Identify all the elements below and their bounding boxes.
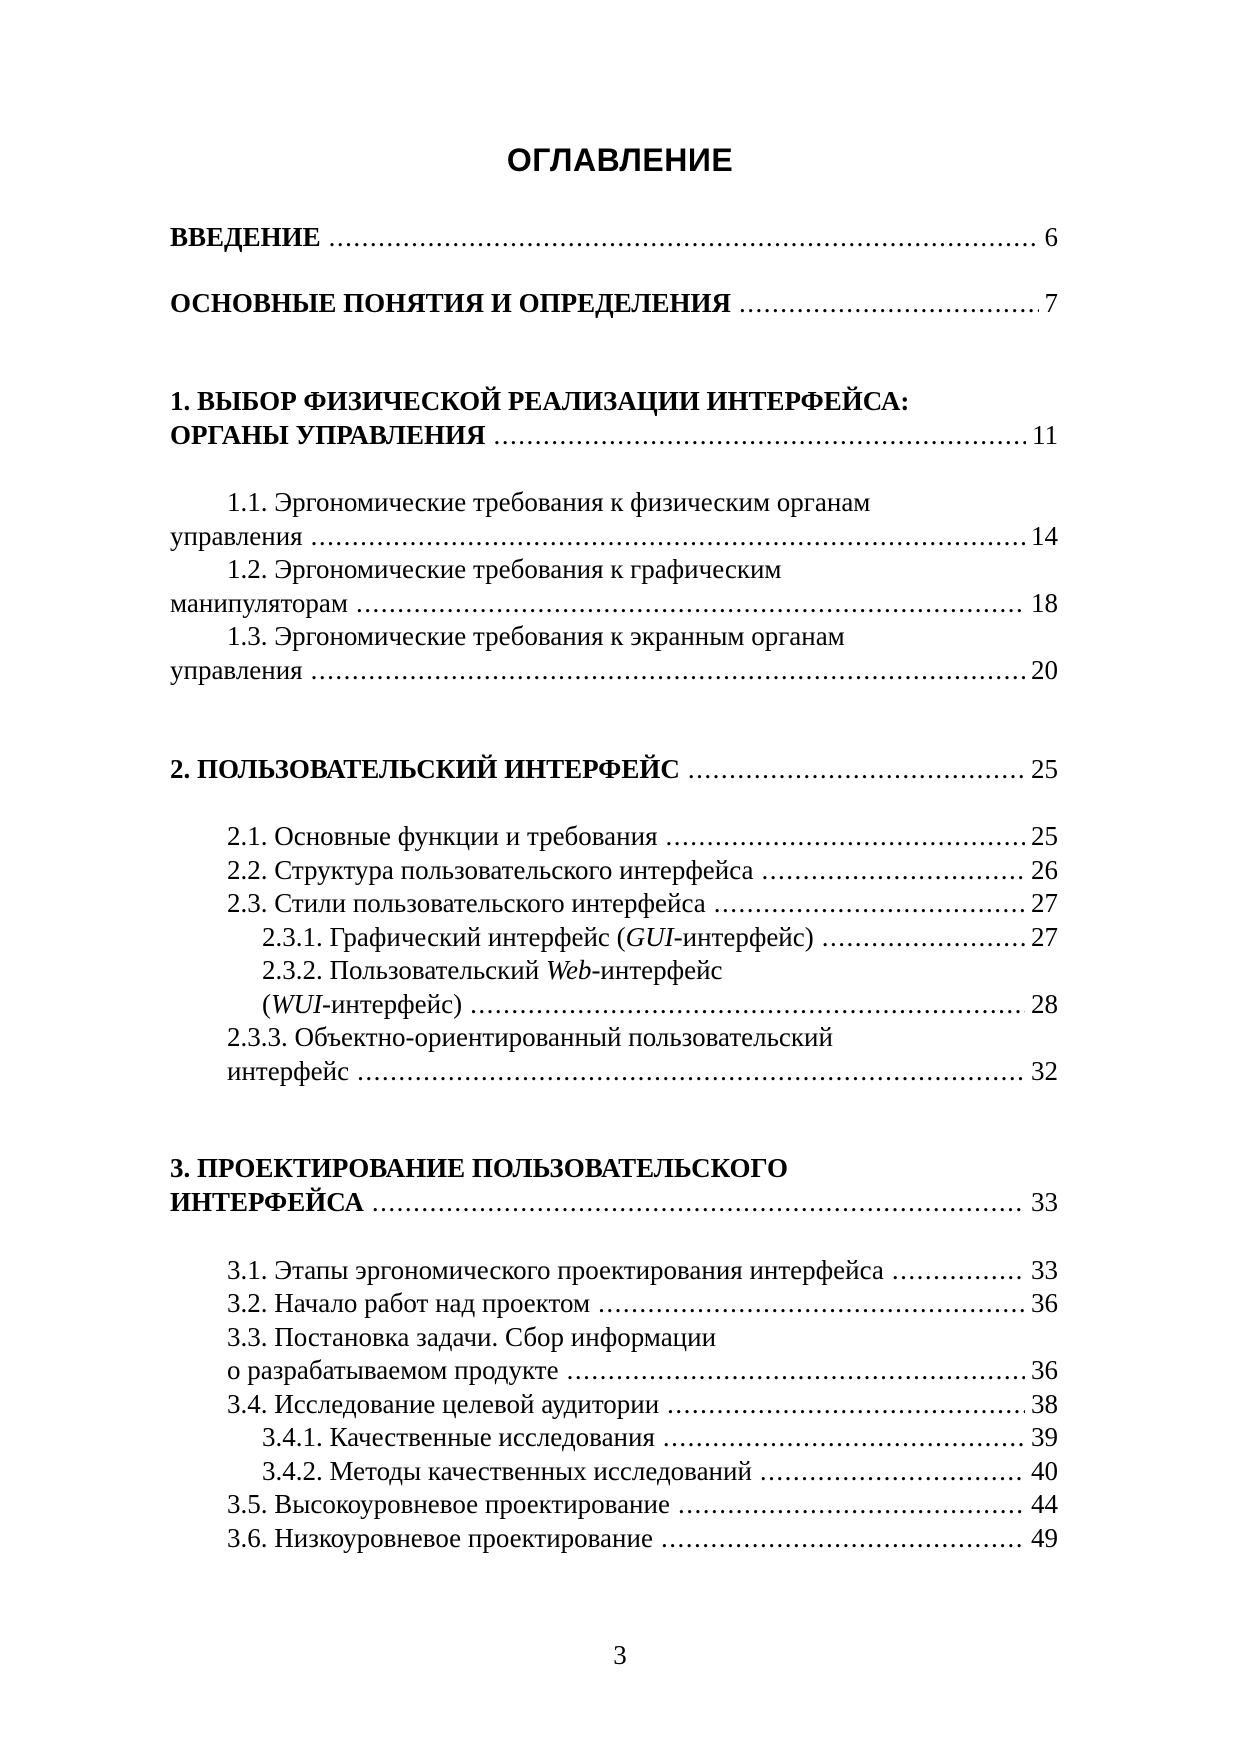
- dot-leader: [663, 1420, 1025, 1454]
- toc-page-number: 6: [1044, 222, 1058, 252]
- dot-leader: [822, 920, 1025, 954]
- dot-leader: [714, 886, 1025, 920]
- toc-entry-title: 3.4.1. Качественные исследования: [262, 1422, 655, 1452]
- title-suffix: -интерфейс: [591, 955, 723, 985]
- toc-section-3-4[interactable]: [227, 1387, 1058, 1421]
- toc-section-1-2-line1[interactable]: 1.2. Эргономические требования к графическим: [227, 554, 782, 584]
- toc-section-3-1[interactable]: [227, 1253, 1058, 1287]
- dot-leader: [661, 1521, 1025, 1555]
- toc-section-2-3[interactable]: [227, 886, 1058, 920]
- toc-page-number: 20: [1031, 655, 1058, 685]
- toc-page-number: 14: [1031, 521, 1058, 551]
- toc-section-1-2[interactable]: [170, 586, 1058, 620]
- dot-leader: [311, 653, 1025, 687]
- toc-section-2-3-2[interactable]: [262, 987, 1058, 1021]
- toc-section-3-4-1[interactable]: [262, 1420, 1058, 1454]
- dot-leader: [667, 1387, 1025, 1421]
- toc-chapter-1-line1[interactable]: 1. ВЫБОР ФИЗИЧЕСКОЙ РЕАЛИЗАЦИИ ИНТЕРФЕЙСА:: [170, 386, 910, 416]
- toc-section-2-3-1[interactable]: [262, 920, 1058, 954]
- title-prefix: (: [262, 989, 271, 1019]
- toc-page-number: 38: [1031, 1389, 1058, 1419]
- toc-chapter-3-line1[interactable]: 3. ПРОЕКТИРОВАНИЕ ПОЛЬЗОВАТЕЛЬСКОГО: [170, 1153, 788, 1183]
- toc-entry-title: 2. ПОЛЬЗОВАТЕЛЬСКИЙ ИНТЕРФЕЙС: [170, 754, 680, 784]
- toc-entry-title: о разрабатываемом продукте: [227, 1355, 559, 1385]
- dot-leader: [762, 853, 1025, 887]
- toc-section-2-3-3-line1[interactable]: 2.3.3. Объектно-ориентированный пользовательский: [227, 1022, 833, 1052]
- toc-page-number: 7: [1044, 288, 1058, 318]
- toc-entry-title: манипуляторам: [170, 588, 348, 618]
- page-number: 3: [613, 1640, 627, 1670]
- dot-leader: [892, 1253, 1025, 1287]
- toc-section-2-1[interactable]: [227, 819, 1058, 853]
- toc-entry-title: ИНТЕРФЕЙСА: [170, 1187, 364, 1217]
- title-suffix: -интерфейс): [673, 922, 814, 952]
- toc-entry-introduction[interactable]: [170, 220, 1058, 254]
- dot-leader: [678, 1487, 1025, 1521]
- toc-entry-title: управления: [170, 655, 303, 685]
- toc-section-3-5[interactable]: [227, 1487, 1058, 1521]
- dot-leader: [356, 586, 1025, 620]
- toc-section-3-2[interactable]: [227, 1286, 1058, 1320]
- dot-leader: [493, 418, 1026, 452]
- toc-page-number: 44: [1031, 1489, 1058, 1519]
- toc-page-number: 18: [1031, 588, 1058, 618]
- toc-entry-title: интерфейс: [227, 1056, 350, 1086]
- toc-entry-title: [262, 987, 462, 1021]
- toc-section-1-3-line1[interactable]: 1.3. Эргономические требования к экранным органам: [227, 621, 845, 651]
- toc-page-number: 33: [1031, 1187, 1058, 1217]
- toc-entry-concepts[interactable]: [170, 286, 1058, 320]
- toc-page-number: 27: [1031, 888, 1058, 918]
- toc-entry-title: 2.1. Основные функции и требования: [227, 821, 658, 851]
- toc-page-number: 40: [1031, 1456, 1058, 1486]
- title-suffix: -интерфейс): [321, 989, 463, 1019]
- dot-leader: [567, 1353, 1025, 1387]
- toc-page-number: 27: [1031, 922, 1058, 952]
- toc-page-number: 25: [1031, 821, 1058, 851]
- dot-leader: [665, 819, 1025, 853]
- toc-entry-title: ОСНОВНЫЕ ПОНЯТИЯ И ОПРЕДЕЛЕНИЯ: [170, 288, 731, 318]
- toc-page-number: 26: [1031, 855, 1058, 885]
- toc-section-3-3-line1[interactable]: 3.3. Постановка задачи. Сбор информации: [227, 1322, 717, 1352]
- toc-entry-title: 3.2. Начало работ над проектом: [227, 1288, 591, 1318]
- toc-page-number: 36: [1031, 1355, 1058, 1385]
- dot-leader: [311, 519, 1025, 553]
- dot-leader: [372, 1185, 1025, 1219]
- toc-page-number: 39: [1031, 1422, 1058, 1452]
- toc-entry-title: ОРГАНЫ УПРАВЛЕНИЯ: [170, 420, 486, 450]
- toc-entry-title: ВВЕДЕНИЕ: [170, 222, 321, 252]
- toc-section-3-4-2[interactable]: [262, 1454, 1058, 1488]
- toc-entry-title: 3.5. Высокоуровневое проектирование: [227, 1489, 670, 1519]
- toc-entry-title: 3.4.2. Методы качественных исследований: [262, 1456, 752, 1486]
- toc-entry-title: 2.2. Структура пользовательского интерфейса: [227, 855, 754, 885]
- dot-leader: [760, 1454, 1025, 1488]
- toc-chapter-3[interactable]: [170, 1185, 1058, 1219]
- toc-section-1-3[interactable]: [170, 653, 1058, 687]
- toc-section-2-2[interactable]: [227, 853, 1058, 887]
- dot-leader: [329, 220, 1039, 254]
- title-italic: WUI: [271, 989, 322, 1019]
- toc-section-3-3[interactable]: [227, 1353, 1058, 1387]
- page-title: ОГЛАВЛЕНИЕ: [506, 142, 734, 178]
- toc-page-number: 11: [1032, 420, 1058, 450]
- toc-section-3-6[interactable]: [227, 1521, 1058, 1555]
- toc-page-number: 36: [1031, 1288, 1058, 1318]
- toc-page-number: 25: [1031, 754, 1058, 784]
- toc-entry-title: 2.3. Стили пользовательского интерфейса: [227, 888, 706, 918]
- dot-leader: [598, 1286, 1025, 1320]
- title-prefix: 2.3.1. Графический интерфейс (: [262, 922, 626, 952]
- title-italic: Web: [545, 955, 592, 985]
- toc-chapter-2[interactable]: [170, 752, 1058, 786]
- toc-page-number: 32: [1031, 1056, 1058, 1086]
- toc-section-2-3-3[interactable]: [227, 1054, 1058, 1088]
- toc-section-2-3-2-line1[interactable]: [262, 953, 723, 987]
- dot-leader: [357, 1054, 1025, 1088]
- title-prefix: 2.3.2. Пользовательский: [262, 955, 546, 985]
- toc-page-number: 49: [1031, 1523, 1058, 1553]
- toc-page-number: 33: [1031, 1255, 1058, 1285]
- toc-section-1-1-line1[interactable]: 1.1. Эргономические требования к физическим органам: [227, 487, 871, 517]
- toc-entry-title: 3.6. Низкоуровневое проектирование: [227, 1523, 653, 1553]
- toc-page-number: 28: [1031, 989, 1058, 1019]
- toc-entry-title: 3.4. Исследование целевой аудитории: [227, 1389, 660, 1419]
- dot-leader: [470, 987, 1025, 1021]
- dot-leader: [688, 752, 1025, 786]
- toc-section-1-1[interactable]: [170, 519, 1058, 553]
- title-italic: GUI: [625, 922, 674, 952]
- dot-leader: [739, 286, 1039, 320]
- toc-entry-title: управления: [170, 521, 303, 551]
- toc-entry-title: [262, 920, 814, 954]
- toc-chapter-1[interactable]: [170, 418, 1058, 452]
- toc-entry-title: 3.1. Этапы эргономического проектирования интерфейса: [227, 1255, 884, 1285]
